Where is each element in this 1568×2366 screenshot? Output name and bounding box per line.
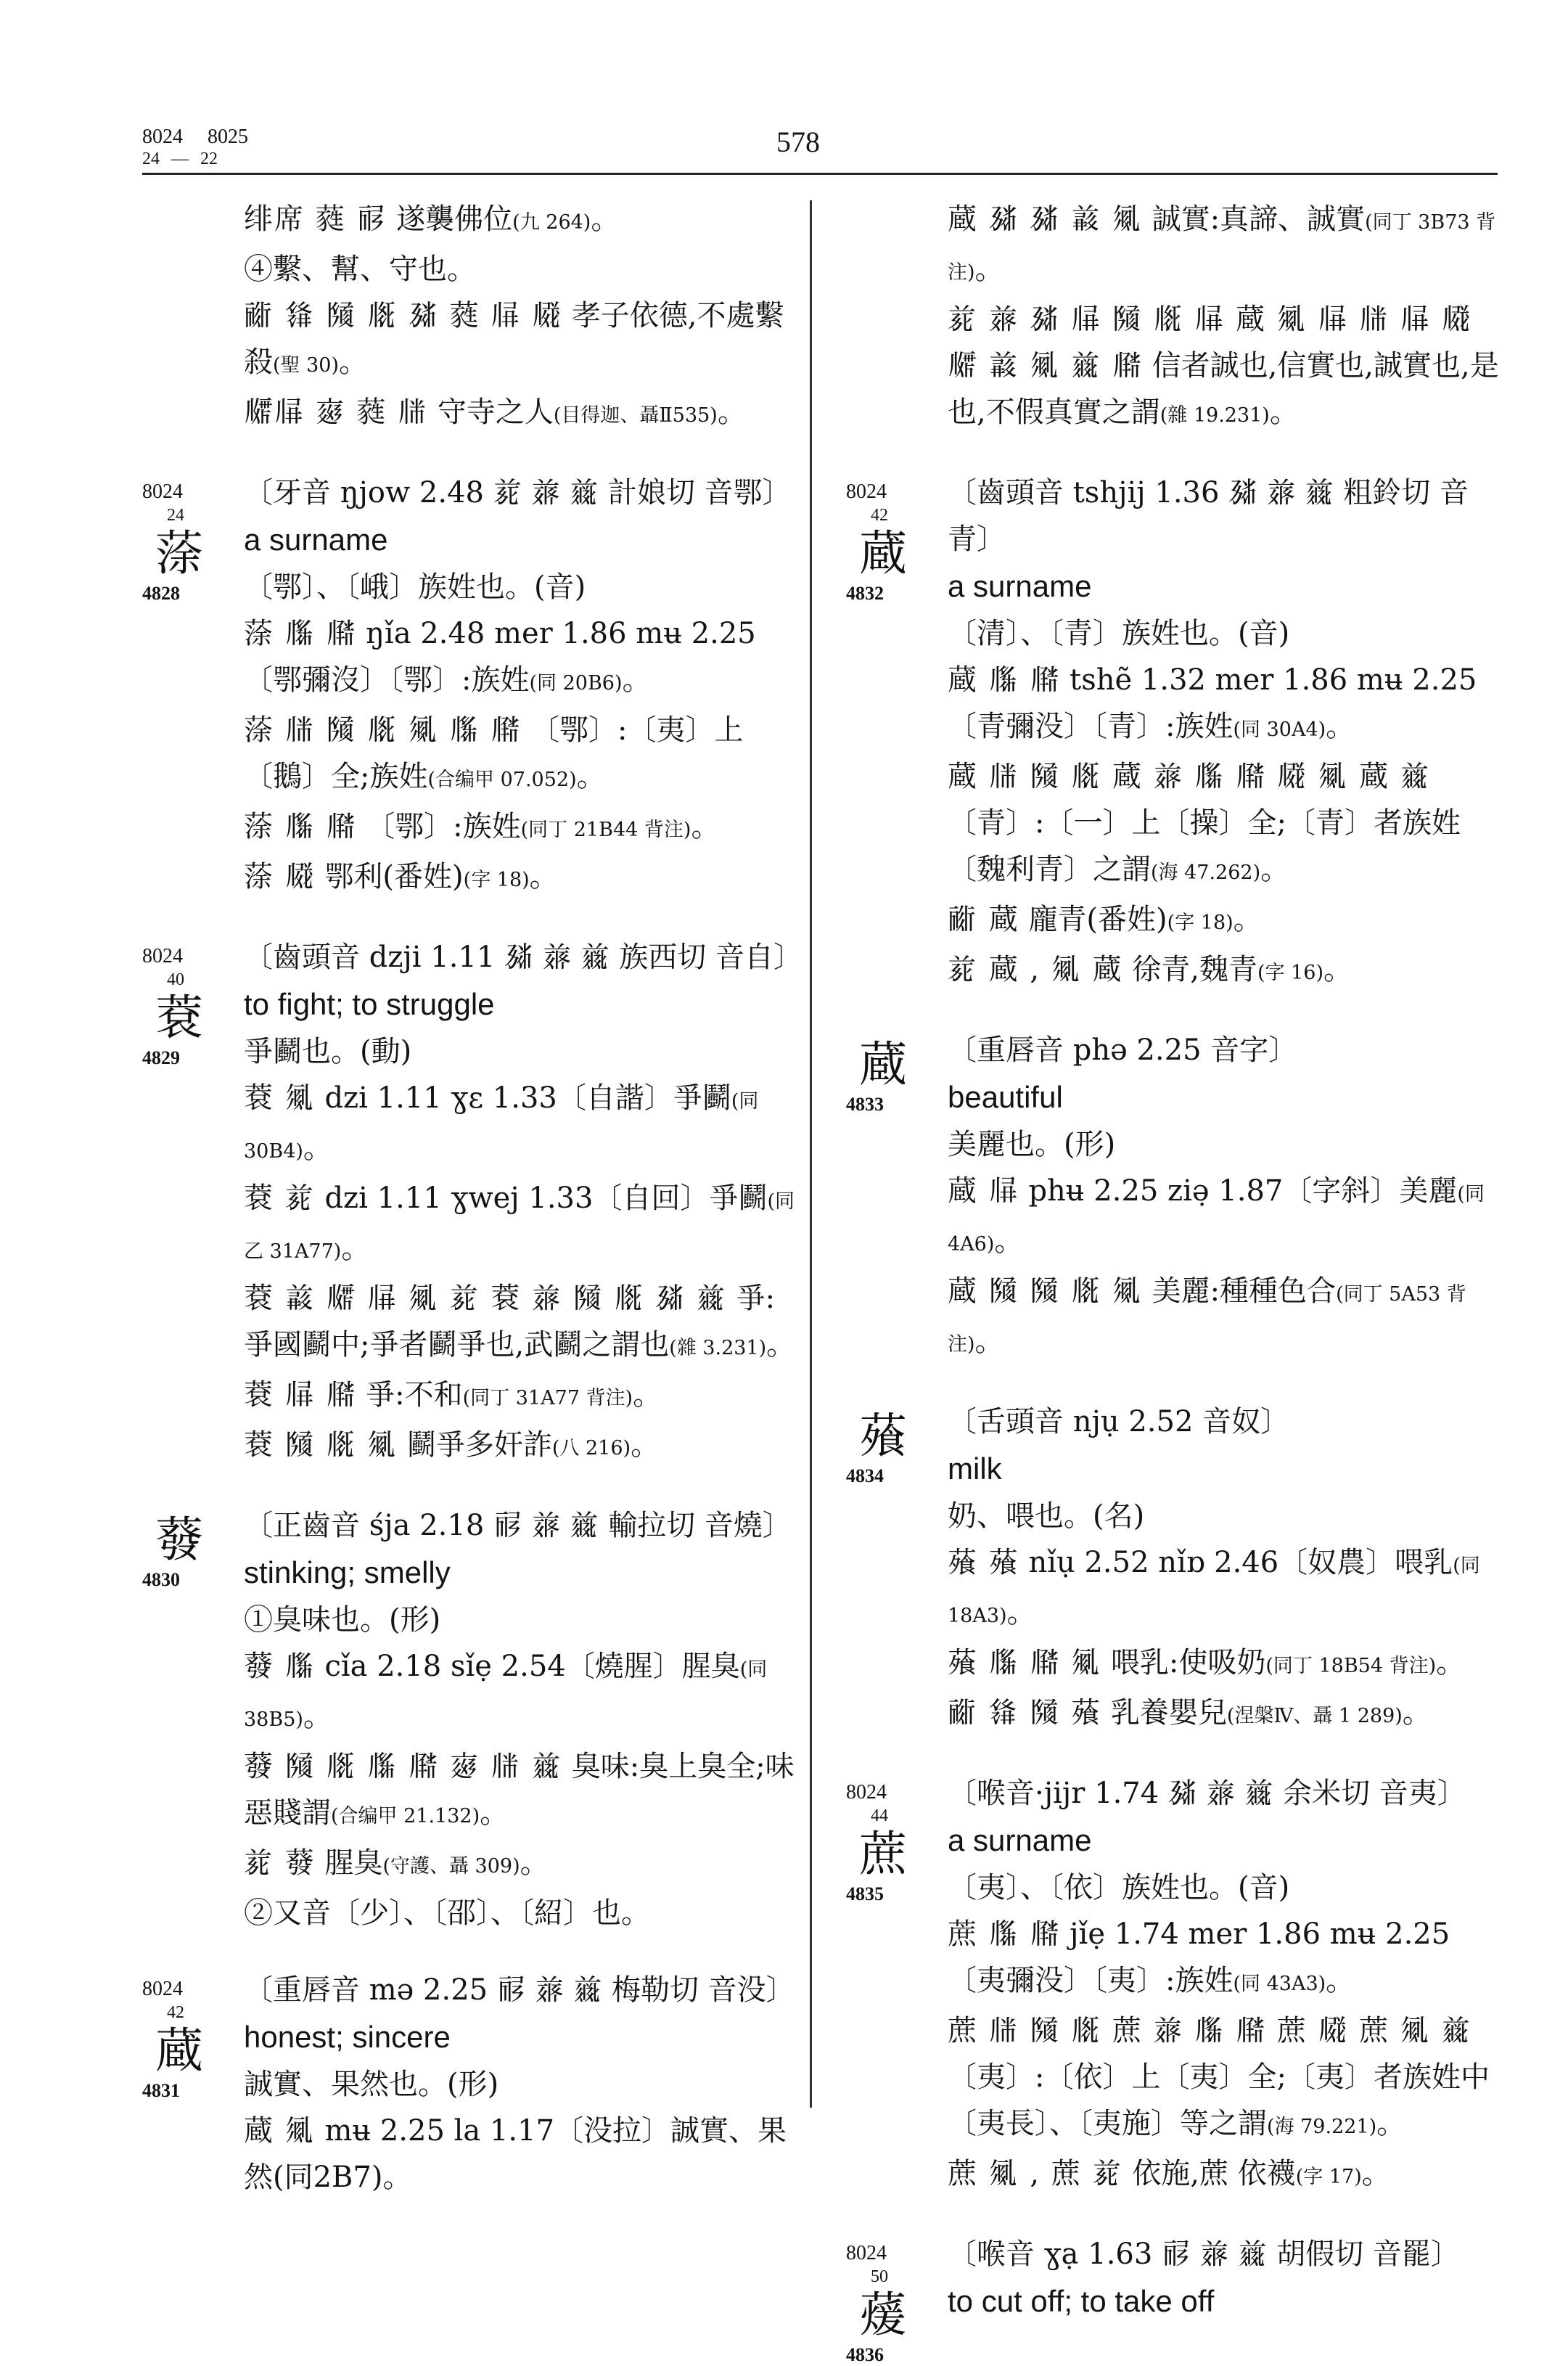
gloss-text: 誠實:真諦、誠實 — [1152, 202, 1366, 236]
entry-margin — [142, 944, 234, 1069]
gloss-text: 喂乳:使吸奶 — [1110, 1646, 1266, 1679]
dictionary-entry — [142, 1502, 803, 1936]
example-line — [948, 2150, 1499, 2201]
tangut-phrase: 蕟 𗅅 — [244, 1650, 316, 1683]
gloss-text: 依施,蔗 依襪 — [1132, 2157, 1296, 2190]
example-line — [244, 1840, 803, 1890]
gloss-text: 爭:不和 — [366, 1378, 463, 1412]
source-ref: (同 20B6) — [529, 672, 623, 695]
example-line — [244, 1890, 803, 1936]
tangut-phrase: 𗠁 𗌭 𗂧 蕵 — [948, 1696, 1102, 1730]
headword-glyph: 蕟 — [155, 1514, 203, 1567]
entry-subcode: 24 — [167, 506, 184, 525]
tangut-phrase: 蒤 𗅅 𗆖 — [244, 810, 357, 843]
gloss-text: ②又音〔少〕、〔邵〕、〔紹〕也。 — [244, 1896, 650, 1930]
entry-subcode: 42 — [167, 2003, 184, 2022]
entry-gap — [142, 1472, 803, 1502]
gloss-text: cǐa 2.18 sǐẹ 2.54〔燒腥〕腥臭 — [324, 1650, 740, 1683]
entry-number: 4830 — [142, 1569, 180, 1590]
punct: 。 — [974, 253, 1004, 286]
page-number: 578 — [776, 126, 820, 158]
entry-margin — [846, 2241, 937, 2366]
tangut-phrase: 蕵 𗅅 𗆖 𗏇 — [948, 1646, 1102, 1679]
dictionary-entry — [846, 1399, 1499, 1740]
header-code-end: 8025 — [208, 126, 248, 148]
entry-margin — [142, 1512, 234, 1591]
dictionary-entry — [142, 470, 803, 904]
entry-code: 8024 — [846, 480, 887, 503]
headword-glyph: 蔵 — [155, 2025, 203, 2078]
example-line — [244, 1175, 803, 1275]
tangut-phrase: 蔉 𗓁 𗆞 𗅁 𗏇 𗐱 蔉 𗒥 𗂧 𗅋 𗉖 𗔀 — [244, 1282, 727, 1315]
source-ref: (守護、聶 309) — [382, 1855, 520, 1878]
punct: 。 — [339, 345, 369, 379]
tangut-phrase: 𗠁 蔵 — [948, 903, 1019, 936]
header-entry-range — [142, 126, 316, 170]
english-gloss: milk — [948, 1452, 1002, 1486]
source-ref: (字 17) — [1295, 2166, 1362, 2188]
gloss-text: 腥臭 — [324, 1846, 383, 1880]
source-ref: (涅槃Ⅳ、聶 1 289) — [1226, 1705, 1403, 1727]
punct: 。 — [341, 1232, 371, 1265]
english-gloss: beautiful — [948, 1080, 1063, 1114]
phonetic-line: 〔喉音 ɣạ 1.63 𗟲 𗒥 𗔀 胡假切 音罷〕 — [948, 2238, 1460, 2271]
punct: 。 — [1402, 1696, 1432, 1730]
source-ref: (八 216) — [551, 1437, 631, 1460]
headword-glyph: 蒤 — [155, 528, 203, 581]
tangut-phrase: 蒤 𗆧 — [244, 860, 316, 893]
example-line — [244, 1075, 803, 1175]
punct: 。 — [303, 1700, 332, 1733]
source-ref: (海 47.262) — [1151, 861, 1261, 884]
gloss-text: mʉ 2.25 la 1.17〔没拉〕誠實、果然(同2B7) — [244, 2114, 787, 2194]
continuation-block — [846, 196, 1499, 439]
chinese-definition: 爭鬬也。(動) — [244, 1035, 412, 1068]
gloss-text: 鄂利(番姓) — [324, 860, 464, 893]
example-line — [244, 292, 803, 389]
gloss-text: 臭味:臭上臭全;味惡賤謂 — [244, 1750, 795, 1830]
english-gloss: to fight; to struggle — [244, 987, 495, 1021]
entry-number: 4833 — [846, 1094, 884, 1115]
punct: 。 — [529, 860, 559, 893]
example-line — [948, 1640, 1499, 1690]
tangut-phrase: 蔉 𗂧 𗅋 𗏇 — [244, 1428, 398, 1462]
tangut-phrase: 𗆞𗅁 𗇐 蕤 𗄽 — [244, 396, 429, 429]
header-rule — [142, 173, 1498, 175]
tangut-phrase: 蔵 𗄽 𗂧 𗅋 蔵 𗒥 𗅅 𗆖 𗆧 𗏇 蔵 𗔀 — [948, 760, 1431, 793]
example-line — [948, 1911, 1499, 2007]
chinese-definition: 〔清〕、〔青〕族姓也。(音) — [948, 617, 1290, 650]
gloss-text: 信者誠也,信實也,誠實也,是也,不假真實之謂 — [948, 349, 1499, 429]
headword-glyph: 蕵 — [859, 1410, 907, 1463]
source-ref: (字 18) — [1167, 912, 1234, 934]
source-ref: (海 79.221) — [1267, 2116, 1377, 2138]
example-line — [948, 896, 1499, 946]
entry-gap — [846, 996, 1499, 1027]
punct: 。 — [382, 2161, 412, 2194]
tangut-phrase: 蔉 𗐱 — [244, 1182, 316, 1215]
chinese-definition: 〔夷〕、〔依〕族姓也。(音) — [948, 1871, 1290, 1904]
source-ref: (合编甲 21.132) — [331, 1805, 480, 1827]
source-ref: (同丁 31A77 背注) — [462, 1387, 633, 1409]
example-line — [244, 610, 803, 707]
headword-glyph: 蔗 — [859, 1828, 907, 1881]
entry-number: 4834 — [846, 1465, 884, 1486]
english-gloss: stinking; smelly — [244, 1555, 451, 1589]
entry-code: 8024 — [142, 1978, 183, 2000]
chinese-definition: 美麗也。(形) — [948, 1128, 1116, 1161]
source-ref: (合编甲 07.052) — [427, 769, 577, 791]
source-ref: (九 264) — [512, 211, 591, 234]
header-sub-start: 24 — [142, 150, 160, 168]
gloss-text: ŋǐa 2.48 mer 1.86 mʉ 2.25〔鄂彌沒〕〔鄂〕:族姓 — [244, 617, 756, 697]
english-gloss: a surname — [948, 569, 1092, 603]
entry-gap — [142, 904, 803, 934]
entry-subcode: 50 — [871, 2267, 888, 2286]
header-sub-end: 22 — [200, 150, 218, 168]
tangut-phrase: 蔵 𗉖 𗉖 𗓁 𗏇 — [948, 202, 1143, 236]
entry-number: 4836 — [846, 2344, 884, 2365]
entry-margin — [846, 1037, 937, 1116]
source-ref: (同 38B5) — [244, 1658, 768, 1731]
gloss-text: 乳養嬰兒 — [1110, 1696, 1227, 1730]
dictionary-entry — [142, 934, 803, 1472]
dictionary-entry — [846, 2231, 1499, 2365]
punct: 。 — [1376, 2107, 1406, 2140]
gloss-text: dzi 1.11 ɣɛ 1.33〔自諧〕爭鬬 — [324, 1081, 731, 1115]
entry-gap — [846, 1740, 1499, 1770]
entry-margin — [846, 480, 937, 605]
tangut-phrase: 绯席 蕤 𗟲 — [244, 202, 387, 236]
example-line — [244, 803, 803, 854]
source-ref: (同丁 3B73 背注) — [948, 211, 1496, 284]
tangut-phrase: 𗐱 蕟 — [244, 1846, 316, 1880]
gloss-text: 〔鄂〕:族姓 — [366, 810, 521, 843]
entry-margin — [142, 1977, 234, 2102]
tangut-phrase: 蒤 𗅅 𗆖 — [244, 617, 357, 650]
example-line — [948, 196, 1499, 296]
gloss-text: 遂襲佛位 — [396, 202, 513, 236]
gloss-text: nǐụ 2.52 nǐɒ 2.46〔奴農〕喂乳 — [1028, 1546, 1453, 1579]
punct: 。 — [1326, 710, 1355, 743]
tangut-phrase: 蔵 𗅁 — [948, 1174, 1019, 1208]
entry-number: 4832 — [846, 583, 884, 604]
entry-margin — [846, 1409, 937, 1487]
gloss-text: 〔青〕:〔一〕上〔操〕全;〔青〕者族姓〔魏利青〕之謂 — [948, 806, 1461, 886]
example-line — [244, 1372, 803, 1422]
punct: 。 — [1006, 1596, 1036, 1629]
punct: 。 — [974, 1325, 1004, 1358]
gloss-text: 守寺之人 — [437, 396, 554, 429]
tangut-phrase: 蔉 𗅁 𗆖 — [244, 1378, 357, 1412]
source-ref: (同丁 18B54 背注) — [1265, 1655, 1437, 1677]
gloss-text: 爭:爭國鬬中;爭者鬬爭也,武鬬之謂也 — [244, 1282, 776, 1362]
english-gloss: to cut off; to take off — [948, 2284, 1215, 2318]
entry-subcode: 42 — [871, 506, 888, 525]
tangut-phrase: 蔵 𗂧 𗂧 𗅋 𗏇 — [948, 1274, 1143, 1308]
source-ref: (聖 30) — [273, 354, 340, 377]
english-gloss: a surname — [948, 1823, 1092, 1857]
entry-number: 4835 — [846, 1883, 884, 1904]
phonetic-line: 〔喉音·jijr 1.74 𗉖 𗒥 𗔀 余米切 音夷〕 — [948, 1777, 1466, 1810]
punct: 。 — [631, 1428, 660, 1462]
example-line — [244, 854, 803, 904]
tangut-phrase: 蔉 𗏇 — [244, 1081, 316, 1115]
example-line — [244, 2108, 803, 2201]
gloss-text: 龐青(番姓) — [1028, 903, 1167, 936]
gloss-text: dzi 1.11 ɣwej 1.33〔自回〕爭鬬 — [324, 1182, 768, 1215]
punct: 。 — [1269, 396, 1299, 429]
example-line — [948, 1690, 1499, 1740]
example-line — [244, 196, 803, 246]
punct: 。 — [591, 202, 620, 236]
gloss-text: tshẽ 1.32 mer 1.86 mʉ 2.25〔青彌没〕〔青〕:族姓 — [948, 663, 1477, 743]
dictionary-entry — [846, 1770, 1499, 2201]
column-divider — [810, 200, 812, 2108]
phonetic-line: 〔正齒音 śja 2.18 𗟲 𗒥 𗔀 輸拉切 音燒〕 — [244, 1509, 792, 1542]
dictionary-entry — [846, 470, 1499, 996]
example-line — [948, 946, 1499, 996]
gloss-text: phʉ 2.25 ziə̣ 1.87〔字斜〕美麗 — [1028, 1174, 1458, 1208]
entry-subcode: 40 — [167, 970, 184, 989]
headword-glyph: 蔵 — [859, 1039, 907, 1092]
punct: 。 — [520, 1846, 549, 1880]
punct: 。 — [303, 1131, 332, 1165]
chinese-definition: 奶、喂也。(名) — [948, 1499, 1145, 1533]
dictionary-entry — [142, 1967, 803, 2201]
tangut-phrase: 蕵 蕵 — [948, 1546, 1019, 1579]
chinese-definition: ①臭味也。(形) — [244, 1603, 441, 1637]
entry-subcode: 44 — [871, 1806, 888, 1825]
example-line — [244, 1275, 803, 1372]
source-ref: (同 4A6) — [948, 1183, 1485, 1256]
phonetic-line: 〔齒頭音 dzji 1.11 𗉖 𗒥 𗔀 族西切 音自〕 — [244, 941, 803, 974]
source-ref: (雜 19.231) — [1159, 404, 1270, 427]
example-line — [244, 1422, 803, 1472]
source-ref: (字 18) — [463, 869, 530, 891]
entry-number: 4831 — [142, 2080, 180, 2101]
tangut-phrase: 蔵 𗅅 𗆖 — [948, 663, 1061, 697]
phonetic-line: 〔重唇音 mə 2.25 𗟲 𗒥 𗔀 梅勒切 音没〕 — [244, 1973, 795, 2007]
entry-code: 8024 — [846, 1781, 887, 1804]
gloss-text: 〔鄂〕:〔夷〕上〔鵝〕全;族姓 — [244, 713, 744, 793]
headword-glyph: 蔉 — [155, 992, 203, 1045]
example-line — [948, 753, 1499, 896]
punct: 。 — [1326, 1964, 1355, 1997]
punct: 。 — [480, 1796, 509, 1830]
english-gloss: a surname — [244, 523, 388, 557]
phonetic-line: 〔牙音 ŋjow 2.48 𗐱 𗒥 𗔀 計娘切 音鄂〕 — [244, 476, 792, 509]
entry-margin — [846, 1780, 937, 1905]
tangut-phrase: 𗐱 蔵 , 𗏇 蔵 — [948, 953, 1123, 986]
entry-margin — [142, 480, 234, 605]
punct: 。 — [691, 810, 721, 843]
gloss-text: 美麗:種種色合 — [1152, 1274, 1337, 1308]
right-column — [846, 196, 1499, 2365]
gloss-text: 徐青,魏青 — [1132, 953, 1258, 986]
example-line — [244, 1743, 803, 1840]
entry-gap — [846, 2201, 1499, 2231]
punct: 。 — [766, 1328, 796, 1362]
entry-code: 8024 — [142, 945, 183, 967]
punct: 。 — [1260, 853, 1290, 886]
punct: 。 — [717, 396, 747, 429]
source-ref: (雜 3.231) — [669, 1337, 767, 1359]
source-ref: (同乙 31A77) — [244, 1190, 795, 1263]
gloss-text: 〔夷〕:〔依〕上〔夷〕全;〔夷〕者族姓中〔夷長〕、〔夷施〕等之謂 — [948, 2060, 1490, 2140]
source-ref: (同 30B4) — [244, 1090, 759, 1163]
source-ref: (目得迦、聶Ⅱ535) — [553, 404, 718, 427]
example-line — [244, 1643, 803, 1743]
tangut-phrase: 蔗 𗅅 𗆖 — [948, 1917, 1061, 1951]
example-line — [948, 1268, 1499, 1368]
source-ref: (同 43A3) — [1233, 1973, 1326, 1995]
tangut-phrase: 蔗 𗏇 , 蔗 𗐱 — [948, 2157, 1123, 2190]
example-line — [948, 1539, 1499, 1640]
punct: 。 — [1361, 2157, 1391, 2190]
tangut-phrase: 𗐱 𗒥 𗉖 𗅁 𗂧 𗅋 𗅁 蔵 𗏇 𗅁 𗄽 𗅁 𗆧 𗆞 𗓁 𗏇 𗔀 𗆖 — [948, 303, 1472, 382]
source-ref: (字 16) — [1257, 962, 1324, 984]
gloss-text: 孝子依德,不處繫殺 — [244, 299, 784, 379]
example-line — [244, 246, 803, 292]
example-line — [948, 657, 1499, 753]
tangut-phrase: 蔗 𗄽 𗂧 𗅋 蔗 𗒥 𗅅 𗆖 蔗 𗆧 蔗 𗏇 𗔀 — [948, 2014, 1472, 2047]
header-sub-sep: — — [171, 150, 189, 168]
punct: 。 — [994, 1224, 1024, 1258]
entry-gap — [846, 439, 1499, 470]
tangut-phrase: 𗠁 𗌭 𗂧 𗅋 𗉖 蕤 𗅁 𗆧 — [244, 299, 563, 332]
example-line — [948, 2007, 1499, 2150]
headword-glyph: 蔵 — [859, 528, 907, 581]
entry-gap — [142, 439, 803, 470]
dictionary-entry — [846, 1027, 1499, 1368]
phonetic-line: 〔重唇音 phə 2.25 音字〕 — [948, 1033, 1298, 1067]
gloss-text: ④繫、幫、守也。 — [244, 253, 476, 286]
headword-glyph: 蕿 — [859, 2289, 907, 2342]
punct: 。 — [1323, 953, 1353, 986]
entry-gap — [142, 1936, 803, 1967]
phonetic-line: 〔舌頭音 njụ 2.52 音奴〕 — [948, 1405, 1290, 1438]
tangut-phrase: 蕟 𗂧 𗅋 𗅅 𗆖 𗇐 𗄽 𗔀 — [244, 1750, 563, 1783]
example-line — [244, 389, 803, 439]
tangut-phrase: 蒤 𗄽 𗂧 𗅋 𗏇 𗅅 𗆖 — [244, 713, 522, 747]
continuation-block — [142, 196, 803, 439]
source-ref: (同丁 5A53 背注) — [948, 1283, 1466, 1356]
source-ref: (同 30A4) — [1233, 719, 1326, 741]
example-line — [948, 296, 1499, 439]
entry-gap — [846, 1368, 1499, 1399]
left-column — [142, 196, 803, 2201]
chinese-definition: 〔鄂〕、〔峨〕族姓也。(音) — [244, 570, 586, 604]
english-gloss: honest; sincere — [244, 2020, 451, 2054]
punct: 。 — [622, 663, 652, 697]
phonetic-line: 〔齒頭音 tshjij 1.36 𗉖 𗒥 𗔀 粗鈴切 音青〕 — [948, 476, 1469, 556]
chinese-definition: 誠實、果然也。(形) — [244, 2068, 499, 2101]
header-code-start: 8024 — [142, 126, 183, 148]
entry-number: 4828 — [142, 583, 180, 604]
entry-code: 8024 — [846, 2242, 887, 2264]
example-line — [244, 707, 803, 803]
gloss-text: jǐẹ 1.74 mer 1.86 mʉ 2.25〔夷彌没〕〔夷〕:族姓 — [948, 1917, 1450, 1997]
example-line — [948, 1168, 1499, 1268]
gloss-text: 鬬爭多奸詐 — [406, 1428, 552, 1462]
source-ref: (同 18A3) — [948, 1555, 1480, 1627]
punct: 。 — [1436, 1646, 1466, 1679]
entry-number: 4829 — [142, 1047, 180, 1068]
source-ref: (同丁 21B44 背注) — [520, 819, 691, 841]
punct: 。 — [1233, 903, 1263, 936]
entry-code: 8024 — [142, 480, 183, 503]
tangut-phrase: 蔵 𗏇 — [244, 2114, 316, 2148]
punct: 。 — [633, 1378, 662, 1412]
punct: 。 — [576, 760, 606, 793]
